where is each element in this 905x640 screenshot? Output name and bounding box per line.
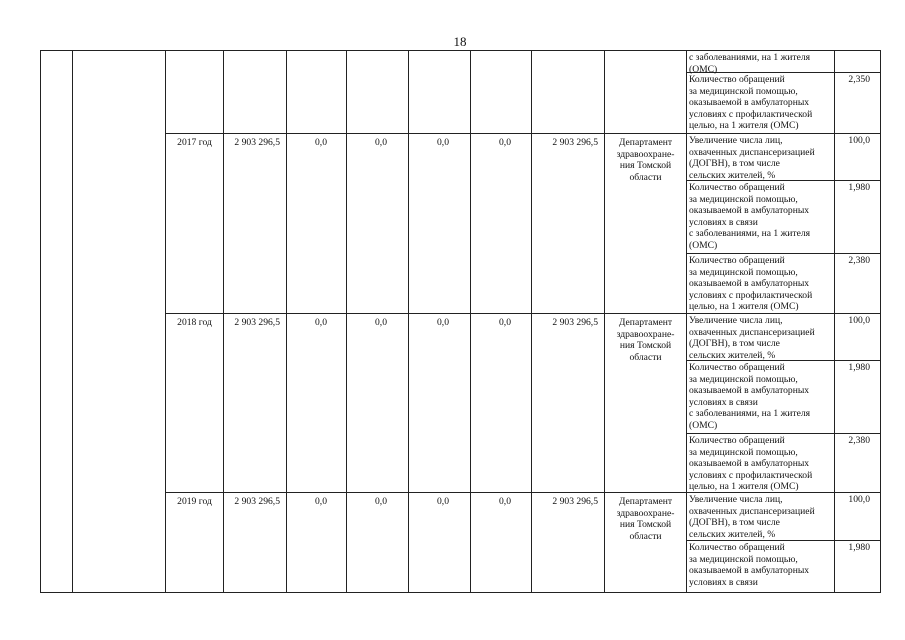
indicator-cell: Количество обращений за медицинской помощью, оказываемой в амбулаторных условиях с профилактической целью, на 1 жителя (ОМС) xyxy=(689,435,813,493)
funding-cell: 0,0 xyxy=(499,137,511,148)
row-divider xyxy=(686,433,880,434)
funding-cell: 0,0 xyxy=(315,317,327,328)
column-divider xyxy=(72,50,73,593)
column-divider xyxy=(40,50,41,593)
year-cell: 2017 год xyxy=(177,137,212,148)
funding-cell: 0,0 xyxy=(499,317,511,328)
indicator-cell: Увеличение числа лиц, охваченных диспансеризацией (ДОГВН), в том числе сельских жителей, % xyxy=(689,315,815,361)
department-cell: Департамент здравоохране- ния Томской области xyxy=(616,496,675,542)
indicator-value: 100,0 xyxy=(848,494,870,505)
funding-cell: 0,0 xyxy=(437,496,449,507)
indicator-value: 1,980 xyxy=(848,182,870,193)
funding-cell: 0,0 xyxy=(375,317,387,328)
funding-cell: 0,0 xyxy=(375,496,387,507)
year-cell: 2018 год xyxy=(177,317,212,328)
funding-cell: 0,0 xyxy=(437,137,449,148)
row-divider xyxy=(686,253,880,254)
indicator-cell: Количество обращений за медицинской помощью, оказываемой в амбулаторных условиях с профилактической целью, на 1 жителя (ОМС) xyxy=(689,255,813,313)
funding-cell: 0,0 xyxy=(315,496,327,507)
department-cell: Департамент здравоохране- ния Томской области xyxy=(616,137,675,183)
indicator-value: 2,380 xyxy=(848,255,870,266)
indicator-value: 100,0 xyxy=(848,315,870,326)
indicator-cell: Количество обращений за медицинской помощью, оказываемой в амбулаторных условиях в связи с заболеваниями, на 1 жителя (ОМС) xyxy=(689,362,811,431)
indicator-value: 2,350 xyxy=(848,74,870,85)
indicator-cell: с заболеваниями, на 1 жителя (ОМС) xyxy=(689,52,811,75)
funding-cell: 2 903 296,5 xyxy=(552,496,598,507)
indicator-cell: Увеличение числа лиц, охваченных диспансеризацией (ДОГВН), в том числе сельских жителей, % xyxy=(689,135,815,181)
funding-cell: 0,0 xyxy=(375,137,387,148)
column-divider xyxy=(686,50,687,593)
indicator-value: 1,980 xyxy=(848,542,870,553)
indicator-value: 100,0 xyxy=(848,135,870,146)
indicator-cell: Увеличение числа лиц, охваченных диспансеризацией (ДОГВН), в том числе сельских жителей, % xyxy=(689,494,815,540)
indicator-value: 2,380 xyxy=(848,435,870,446)
page-number: 18 xyxy=(453,34,467,49)
funding-cell: 0,0 xyxy=(499,496,511,507)
total-cell: 2 903 296,5 xyxy=(234,496,280,507)
department-cell: Департамент здравоохране- ния Томской области xyxy=(616,317,675,363)
indicator-cell: Количество обращений за медицинской помощью, оказываемой в амбулаторных условиях в связи с заболеваниями, на 1 жителя (ОМС) xyxy=(689,182,811,251)
row-divider xyxy=(165,133,880,134)
indicator-cell: Количество обращений за медицинской помощью, оказываемой в амбулаторных условиях с профилактической целью, на 1 жителя (ОМС) xyxy=(689,74,813,132)
total-cell: 2 903 296,5 xyxy=(234,137,280,148)
funding-cell: 2 903 296,5 xyxy=(552,137,598,148)
column-divider xyxy=(880,50,881,593)
row-divider xyxy=(165,313,880,314)
table-bottom-border xyxy=(40,592,880,593)
funding-cell: 2 903 296,5 xyxy=(552,317,598,328)
indicator-value: 1,980 xyxy=(848,362,870,373)
funding-cell: 0,0 xyxy=(437,317,449,328)
funding-cell: 0,0 xyxy=(315,137,327,148)
year-cell: 2019 год xyxy=(177,496,212,507)
total-cell: 2 903 296,5 xyxy=(234,317,280,328)
table-top-border xyxy=(40,50,880,51)
indicator-cell: Количество обращений за медицинской помощью, оказываемой в амбулаторных условиях в связи xyxy=(689,542,810,588)
